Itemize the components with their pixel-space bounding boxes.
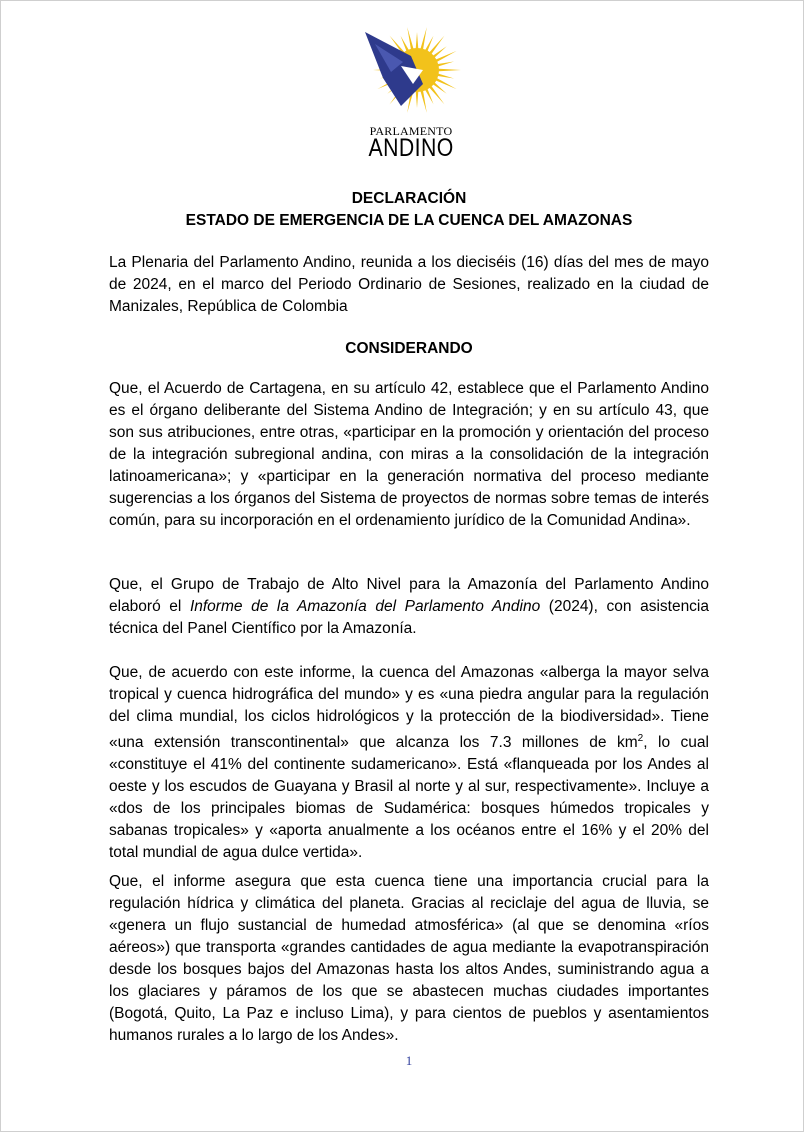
p3-superscript: 2 [637,733,644,744]
p2-text-after: (2024), con asistencia técnica del Panel Científico por la Amazonía. [109,598,709,637]
sun-emblem-icon [361,26,461,126]
title-line-1: DECLARACIÓN [351,190,467,207]
considerando-heading: CONSIDERANDO [345,340,473,357]
paragraph-acuerdo-cartagena: Que, el Acuerdo de Cartagena, en su artículo 42, establece que el Parlamento Andino es el órgano deliberante del Sistema Andino de Integración; y en su artículo 43, que son sus atribuciones, entre otras, «participar en la promoción y orientación del proceso de la integración subregional andina, con miras a la consolidación de la integración latinoamericana»; y «participar en la generación normativa del proceso mediante sugerencias a los órganos del Sistema de proyectos de normas sobre temas de interés común, para su incorporación en el ordenamiento jurídico de la Comunidad Andina». [109,380,709,529]
p3-text-before: Que, de acuerdo con este informe, la cuenca del Amazonas «alberga la mayor selva tropical y cuenca hidrográfica del mundo» y es «una piedra angular para la regulación del clima mundial, los ciclos hidrológicos y la protección de la biodiversidad». Tiene «una extensión transcontinental» que alcanza los 7.3 millones de km [109,664,709,752]
p2-text-before: Que, el Grupo de Trabajo de Alto Nivel para la Amazonía del Parlamento Andino elaboró el [109,576,709,615]
p3-text-after: , lo cual «constituye el 41% del continente sudamericano». Está «flanqueada por los Andes al oeste y los escudos de Guayana y Brasil al norte y al sur, respectivamente». Incluye a «dos de los principales biomas de Sudamérica: bosques húmedos tropicales y sabanas tropicales» y «aporta anualmente a los océanos entre el 16% y el 20% del total mundial de agua dulce vertida». [109,734,709,862]
logo-text-parlamento: PARLAMENTO [369,124,453,138]
logo-text-andino: ANDINO [368,134,454,162]
page-number: 1 [405,1053,413,1068]
paragraph-cuenca-amazonas [109,662,709,864]
report-title-italic: Informe de la Amazonía del Parlamento Andino [189,598,541,615]
parlamento-andino-logo [361,26,461,166]
title-line-2: ESTADO DE EMERGENCIA DE LA CUENCA DEL AMAZONAS [185,212,633,229]
paragraph-grupo-trabajo [109,574,709,640]
paragraph-importancia-cuenca: Que, el informe asegura que esta cuenca tiene una importancia crucial para la regulación hídrica y climática del planeta. Gracias al reciclaje del agua de lluvia, se «genera un flujo sustancial de humedad atmosférica» (al que se denomina «ríos aéreos») que transporta «grandes cantidades de agua mediante la evapotranspiración desde los bosques bajos del Amazonas hasta los altos Andes, suministrando agua a los glaciares y páramos de los que se abastecen muchas ciudades importantes (Bogotá, Quito, La Paz e incluso Lima), y para cientos de pueblos y asentamientos humanos rurales a lo largo de los Andes». [109,873,709,1044]
document-title [109,188,709,232]
intro-paragraph: La Plenaria del Parlamento Andino, reunida a los dieciséis (16) días del mes de mayo de 2024, en el marco del Periodo Ordinario de Sesiones, realizado en la ciudad de Manizales, República de Colombia [109,254,709,315]
